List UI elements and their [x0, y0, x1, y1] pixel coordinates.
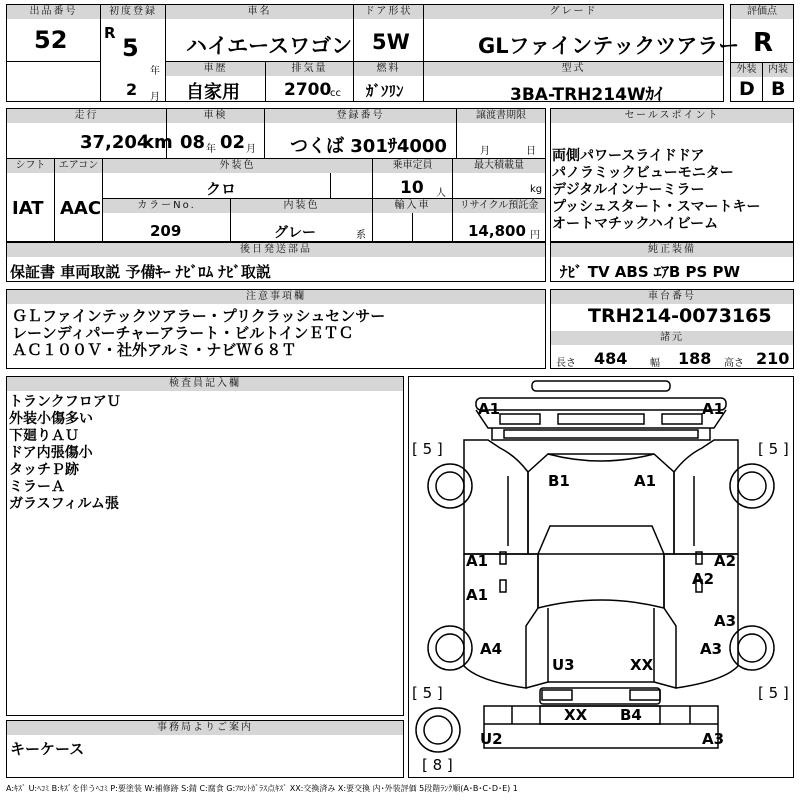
interior-label: 内装 [763, 63, 793, 77]
inspector-line: タッチＰ跡 [9, 462, 79, 478]
office-label: 事務局よりご案内 [7, 721, 403, 735]
capacity-label: 乗車定員 [373, 159, 452, 173]
car-name: ハイエースワゴン [186, 34, 353, 58]
ac-label: エアコン [55, 159, 102, 173]
spare-tire-tread: [ 8 ] [422, 756, 453, 774]
inspector-line: ドア内張傷小 [9, 445, 93, 461]
damage-code-right-rear: A3 [700, 640, 723, 658]
transfer-label: 譲渡書期限 [457, 109, 545, 123]
sales-point: デジタルインナーミラー [552, 182, 705, 198]
chassis-label: 車台番号 [551, 290, 793, 304]
tire-tread-rear-left: [ 5 ] [412, 684, 443, 702]
equipment-label: 純正装備 [551, 243, 793, 257]
chassis-number: TRH214-0073165 [588, 305, 772, 327]
plate-label: 登録番号 [265, 109, 456, 123]
colorno-label: カラーNo. [103, 199, 230, 213]
damage-code-hood-right: A1 [634, 472, 657, 490]
inspector-line: ミラーＡ [9, 479, 65, 495]
notes-list [12, 308, 385, 359]
height-label: 高さ [724, 358, 744, 369]
fuel: ｶﾞｿﾘﾝ [366, 82, 404, 100]
sales-points-label: セールスポイント [551, 109, 793, 123]
displacement-unit: cc [330, 88, 341, 99]
door-label: ドア形状 [354, 5, 423, 19]
model-label: 型式 [424, 62, 723, 76]
equipment-text: ﾅﾋﾞ TV ABS ｴｱB PS PW [560, 263, 741, 281]
car-name-label: 車名 [166, 5, 353, 19]
history: 自家用 [186, 82, 240, 103]
shift: IAT [12, 198, 44, 219]
inspector-label: 検査員記入欄 [7, 377, 403, 391]
month-unit: 月 [150, 92, 160, 103]
color-label: 外装色 [103, 159, 372, 173]
note-line: ＡＣ１００Ｖ・社外アルミ・ナビＷ６８Ｔ [12, 341, 297, 359]
import-label: 輸入車 [373, 199, 452, 213]
width-label: 幅 [650, 358, 660, 369]
damage-code-rear-left: XX [564, 706, 588, 724]
tire-tread-rear-right: [ 5 ] [758, 684, 789, 702]
reg-year: 5 [122, 34, 139, 62]
intcolor-label: 内装色 [231, 199, 372, 213]
damage-code-hood-left: B1 [548, 472, 570, 490]
fuel-label: 燃料 [354, 62, 423, 76]
sales-point: パノラミックビューモニター [552, 165, 734, 181]
vehicle-diagram-svg [408, 376, 794, 778]
inspector-line: 外装小傷多い [9, 411, 93, 427]
damage-code-left-slide: A1 [466, 586, 489, 604]
height: 210 [756, 349, 790, 368]
history-label: 車歴 [166, 62, 265, 76]
tire-tread-front-right: [ 5 ] [758, 440, 789, 458]
recycle-fee: 14,800 [468, 222, 526, 240]
capacity-unit: 人 [436, 188, 446, 199]
lot-label: 出品番号 [7, 5, 100, 19]
intcolor-unit: 系 [356, 230, 366, 241]
insp-month: 02 [220, 132, 246, 153]
damage-code-roof-right: XX [630, 656, 654, 674]
displacement-label: 排気量 [266, 62, 353, 76]
damage-code-left-front-door: A1 [466, 552, 489, 570]
mileage: 37,204 [80, 132, 150, 153]
damage-code-bumper-left: U2 [480, 730, 503, 748]
mileage-label: 走行 [7, 109, 166, 123]
office-text: キーケース [10, 740, 85, 758]
model-code: 3BA-TRH214Wｶｲ [510, 85, 663, 105]
first-reg-label: 初度登録 [101, 5, 165, 19]
damage-code-right-front-door: A2 [714, 552, 737, 570]
inspection-label: 車検 [167, 109, 264, 123]
spec-label: 諸元 [551, 331, 793, 345]
damage-code-rear-right: B4 [620, 706, 642, 724]
sales-point: 両側パワースライドドア [552, 148, 705, 164]
inspector-line: ガラスフィルム張 [9, 496, 119, 512]
shift-label: シフト [7, 159, 54, 173]
exterior-grade: D [739, 78, 755, 100]
load-unit: kg [530, 184, 543, 195]
insp-year: 08 [180, 132, 206, 153]
sales-point: プッシュスタート・スマートキー [552, 199, 761, 215]
legend: A:ｷｽﾞ U:ﾍｺﾐ B:ｷｽﾞを伴うﾍｺﾐ P:要塗装 W:補修跡 S:錆 C:腐食 G:ﾌﾛﾝﾄｶﾞﾗｽ点ｷｽﾞ XX:交換済み X:要交換 内･外装評価 5段階ﾗﾝｸ順(A･B･C･D･E) 1 [6, 784, 518, 793]
damage-code-bumper-right: A3 [702, 730, 725, 748]
displacement: 2700 [284, 80, 332, 100]
note-line: レーンディパーチャーアラート・ビルトインＥＴＣ [12, 324, 354, 342]
sales-point: オートマチックハイビーム [552, 216, 719, 232]
score-label: 評価点 [731, 5, 793, 19]
aircon: AAC [60, 198, 102, 219]
recycle-label: リサイクル預託金 [453, 199, 545, 213]
inspector-line: トランクフロアＵ [9, 394, 121, 410]
length-label: 長さ [556, 358, 576, 369]
transfer-day: 日 [526, 146, 536, 157]
grade-label: グレード [424, 5, 723, 19]
inspector-line: 下廻りＡＵ [9, 428, 79, 444]
length: 484 [594, 349, 628, 368]
interior-color: グレー [274, 225, 316, 241]
parts-text: 保証書 車両取説 予備ｷｰ ﾅﾋﾞﾛﾑ ﾅﾋﾞ取説 [10, 263, 271, 281]
era: R [104, 24, 116, 42]
plate-number: つくば 301ｻ4000 [290, 136, 447, 157]
capacity: 10 [400, 178, 424, 198]
transfer-month: 月 [480, 146, 490, 157]
damage-code-left-rear: A4 [480, 640, 503, 658]
damage-code-roof-left: U3 [552, 656, 575, 674]
damage-code-right-pillar: A2 [692, 570, 715, 588]
note-line: ＧＬファインテックツアラー・プリクラッシュセンサー [12, 307, 386, 325]
color-number: 209 [150, 222, 182, 240]
door-type: 5W [372, 30, 410, 54]
exterior-label: 外装 [731, 63, 762, 77]
load-label: 最大積載量 [453, 159, 545, 173]
damage-code-front-right: A1 [702, 400, 725, 418]
score: R [753, 28, 774, 58]
mileage-unit: km [142, 132, 173, 153]
notes-label: 注意事項欄 [7, 290, 545, 304]
reg-month: 2 [126, 80, 138, 99]
damage-code-right-slide: A3 [714, 612, 737, 630]
sales-points-list [552, 148, 760, 233]
parts-label: 後日発送部品 [7, 243, 545, 257]
width: 188 [678, 349, 712, 368]
year-unit: 年 [150, 66, 160, 77]
tire-tread-front-left: [ 5 ] [412, 440, 443, 458]
damage-code-front-left: A1 [478, 400, 501, 418]
lot-number: 52 [34, 26, 68, 54]
body-color: クロ [206, 180, 237, 198]
grade: GLファインテックツアラー [478, 34, 740, 58]
inspector-list [9, 394, 121, 513]
recycle-unit: 円 [530, 230, 540, 241]
interior-grade: B [771, 78, 786, 100]
